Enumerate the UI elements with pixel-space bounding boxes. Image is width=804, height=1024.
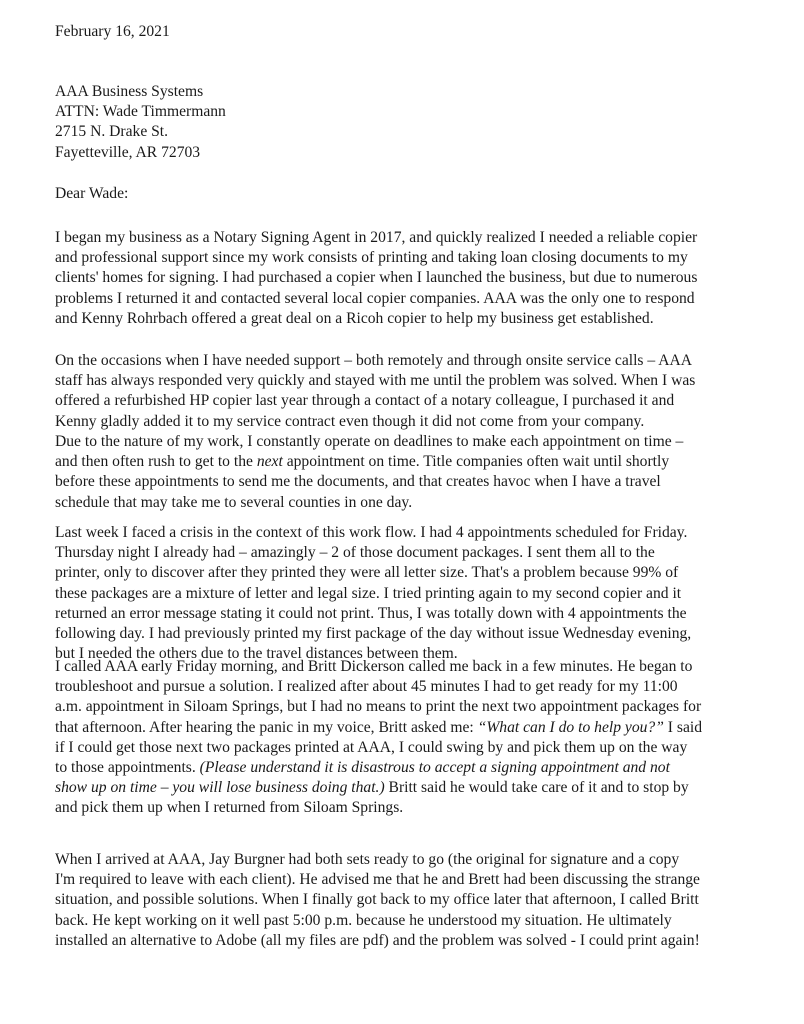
text-line: Last week I faced a crisis in the context of this work flow. I had 4 appointments scheduled for Friday. (55, 524, 688, 541)
recipient-address (55, 82, 795, 163)
text-line (55, 452, 795, 472)
text-segment: I said (663, 718, 702, 736)
text-line (55, 778, 795, 798)
paragraph-1 (55, 228, 795, 329)
text-line: installed an alternative to Adobe (all my files are pdf) and the problem was solved - I could print again! (55, 931, 700, 949)
text-line: offered a refurbished HP copier last year through a contact of a notary colleague, I purchased it and (55, 392, 675, 410)
text-line: I called AAA early Friday morning, and Britt Dickerson called me back in a few minutes. He began to (55, 658, 693, 675)
paragraph-4 (55, 523, 795, 664)
text-line: troubleshoot and pursue a solution. I realized after about 45 minutes I had to get ready for my 11:00 (55, 678, 678, 696)
text-line: if I could get those next two packages printed at AAA, I could swing by and pick them up on the way (55, 738, 688, 756)
emphasis-next: next (256, 453, 283, 471)
paragraph-5 (55, 657, 795, 819)
text-line: problems I returned it and contacted several local copier companies. AAA was the only one to respond (55, 289, 695, 307)
text-line: and pick them up when I returned from Siloam Springs. (55, 799, 404, 817)
text-line: clients' homes for signing. I had purchased a copier when I launched the business, but due to numerous (55, 269, 698, 287)
text-line: a.m. appointment in Siloam Springs, but I had no means to print the next two appointment packages for (55, 698, 702, 716)
letter-date: February 16, 2021 (55, 23, 170, 40)
text-line: these packages are a mixture of letter and legal size. I tried printing again to my second copier and it (55, 584, 682, 602)
text-line: and Kenny Rohrbach offered a great deal on a Ricoh copier to help my business get established. (55, 309, 654, 327)
text-line: printer, only to discover after they printed they were all letter size. That's a problem because 99% of (55, 564, 679, 582)
recipient-city: Fayetteville, AR 72703 (55, 143, 201, 161)
recipient-attn: ATTN: Wade Timmermann (55, 103, 226, 121)
text-segment: that afternoon. After hearing the panic in my voice, Britt asked me: (55, 718, 478, 736)
text-line: Due to the nature of my work, I constantly operate on deadlines to make each appointment on time – (55, 433, 684, 450)
text-line: but I needed the others due to the travel distances between them. (55, 645, 458, 663)
text-segment: and then often rush to get to the (55, 453, 257, 471)
paragraph-6 (55, 850, 795, 951)
text-line: Kenny gladly added it to my service contract even though it did not come from your company. (55, 412, 645, 430)
text-line: following day. I had previously printed my first package of the day without issue Wednesday evening, (55, 625, 692, 643)
text-segment: Britt said he would take care of it and to stop by (384, 779, 689, 797)
text-line: returned an error message stating it could not print. Thus, I was totally down with 4 appointments the (55, 604, 687, 622)
text-line: When I arrived at AAA, Jay Burgner had both sets ready to go (the original for signature and a copy (55, 851, 680, 868)
recipient-street: 2715 N. Drake St. (55, 123, 169, 141)
text-line: staff has always responded very quickly and stayed with me until the problem was solved. When I was (55, 372, 696, 390)
text-line (55, 718, 795, 738)
text-line: and professional support since my work consists of printing and taking loan closing documents to my (55, 249, 688, 267)
text-line: before these appointments to send me the documents, and that creates havoc when I have a travel (55, 473, 661, 491)
text-line: Thursday night I already had – amazingly – 2 of those document packages. I sent them all to the (55, 544, 655, 562)
quoted-question: “What can I do to help you?” (477, 718, 664, 736)
emphasis-aside: show up on time – you will lose business doing that.) (55, 779, 385, 797)
text-line: schedule that may take me to several counties in one day. (55, 493, 413, 511)
text-line: On the occasions when I have needed support – both remotely and through onsite service calls – AAA (55, 352, 693, 369)
text-line: situation, and possible solutions. When I finally got back to my office later that afternoon, I called Britt (55, 891, 699, 909)
text-segment: to those appointments. (55, 759, 200, 777)
emphasis-aside: (Please understand it is disastrous to accept a signing appointment and not (199, 759, 670, 777)
recipient-company: AAA Business Systems (55, 83, 204, 100)
text-line: I began my business as a Notary Signing Agent in 2017, and quickly realized I needed a reliable copier (55, 229, 698, 246)
paragraph-2 (55, 351, 795, 432)
text-line: I'm required to leave with each client). He advised me that he and Brett had been discussing the strange (55, 871, 700, 889)
text-line: back. He kept working on it well past 5:00 p.m. because he understood my situation. He ultimately (55, 911, 672, 929)
text-segment: appointment on time. Title companies often wait until shortly (282, 453, 670, 471)
text-line (55, 758, 795, 778)
paragraph-3 (55, 432, 795, 513)
salutation: Dear Wade: (55, 185, 129, 202)
